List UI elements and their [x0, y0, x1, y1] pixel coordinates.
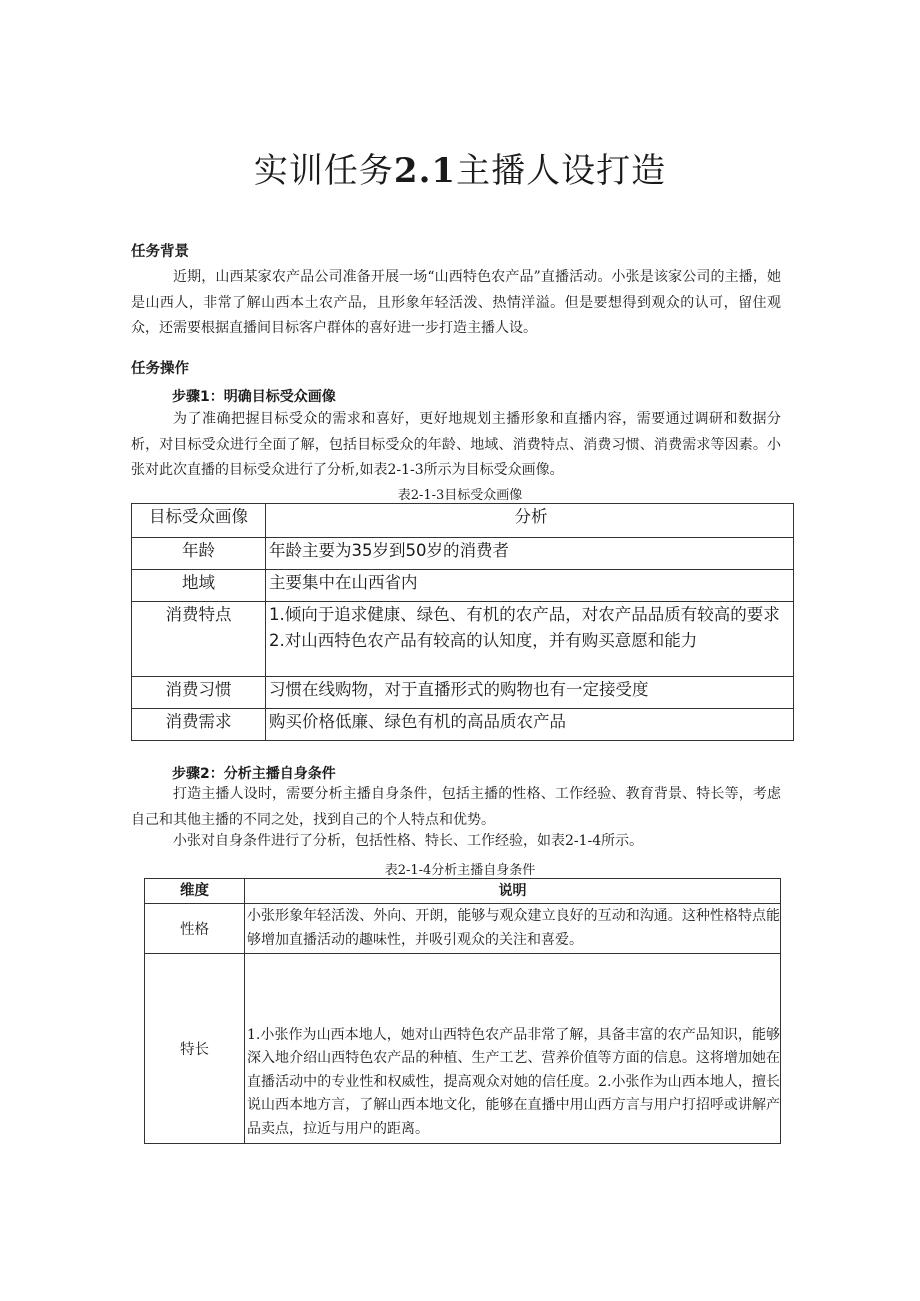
- table-row: [132, 538, 794, 570]
- table-value-cell: 年龄主要为35岁到50岁的消费者: [266, 538, 794, 570]
- step2-heading: 步骤2：分析主播自身条件: [172, 766, 336, 782]
- step1-heading: 步骤1：明确目标受众画像: [172, 389, 336, 405]
- table-key-cell: 性格: [145, 904, 245, 954]
- table-value-cell: 1.倾向于追求健康、绿色、有机的农产品，对农产品品质有较高的要求2.对山西特色农产品有较高的认知度，并有购买意愿和能力: [266, 602, 794, 677]
- table-key-cell: 地域: [132, 570, 266, 602]
- table-header-cell: 目标受众画像: [132, 504, 266, 538]
- table-value-cell: 小张形象年轻活泼、外向、开朗，能够与观众建立良好的互动和沟通。这种性格特点能够增加直播活动的趣味性，并吸引观众的关注和喜爱。: [245, 904, 781, 954]
- table-row: [132, 709, 794, 741]
- table-key-cell: 消费特点: [132, 602, 266, 677]
- step2-paragraph-2: 小张对自身条件进行了分析，包括性格、特长、工作经验，如表2-1-4所示。: [173, 833, 644, 849]
- table-key-cell: 特长: [145, 954, 245, 1144]
- table-value-cell: 习惯在线购物，对于直播形式的购物也有一定接受度: [266, 677, 794, 709]
- background-paragraph: 近期，山西某家农产品公司准备开展一场“山西特色农产品”直播活动。小张是该家公司的主播，她是山西人，非常了解山西本土农产品，且形象年轻活泼、热情洋溢。但是要想得到观众的认可，留住观众，还需要根据直播间目标客户群体的喜好进一步打造主播人设。: [131, 269, 781, 336]
- table-row: [145, 904, 781, 954]
- step1-paragraph: 为了准确把握目标受众的需求和喜好，更好地规划主播形象和直播内容，需要通过调研和数据分析，对目标受众进行全面了解，包括目标受众的年龄、地域、消费特点、消费习惯、消费需求等因素。小张对此次直播的目标受众进行了分析,如表2-1-3所示为目标受众画像。: [131, 411, 781, 478]
- table-header-cell: 分析: [266, 504, 794, 538]
- table-row: [132, 602, 794, 677]
- operation-heading: 任务操作: [131, 361, 189, 377]
- background-heading: 任务背景: [131, 244, 189, 260]
- table1-caption: 表2-1-3目标受众画像: [397, 488, 523, 503]
- table-header-row: [145, 879, 781, 904]
- audience-profile-table: [131, 503, 794, 741]
- table-row: [145, 954, 781, 1144]
- table-header-row: [132, 504, 794, 538]
- table2-caption: 表2-1-4分析主播自身条件: [384, 863, 536, 878]
- table-row: [132, 570, 794, 602]
- table-key-cell: 年龄: [132, 538, 266, 570]
- table-key-cell: 消费需求: [132, 709, 266, 741]
- table-header-cell: 说明: [245, 879, 781, 904]
- table-row: [132, 677, 794, 709]
- page-title: 实训任务2.1主播人设打造: [253, 151, 667, 191]
- step2-paragraph: 打造主播人设时，需要分析主播自身条件，包括主播的性格、工作经验、教育背景、特长等，考虑自己和其他主播的不同之处，找到自己的个人特点和优势。: [131, 786, 781, 828]
- table-key-cell: 消费习惯: [132, 677, 266, 709]
- table-value-cell: 购买价格低廉、绿色有机的高品质农产品: [266, 709, 794, 741]
- host-conditions-table: [144, 878, 781, 1144]
- table-value-cell: 主要集中在山西省内: [266, 570, 794, 602]
- table-value-cell: 1.小张作为山西本地人，她对山西特色农产品非常了解，具备丰富的农产品知识，能够深入地介绍山西特色农产品的种植、生产工艺、营养价值等方面的信息。这将增加她在直播活动中的专业性和权威性，提高观众对她的信任度。2.小张作为山西本地人，擅长说山西本地方言，了解山西本地文化，能够在直播中用山西方言与用户打招呼或讲解产品卖点，拉近与用户的距离。: [245, 954, 781, 1144]
- table-header-cell: 维度: [145, 879, 245, 904]
